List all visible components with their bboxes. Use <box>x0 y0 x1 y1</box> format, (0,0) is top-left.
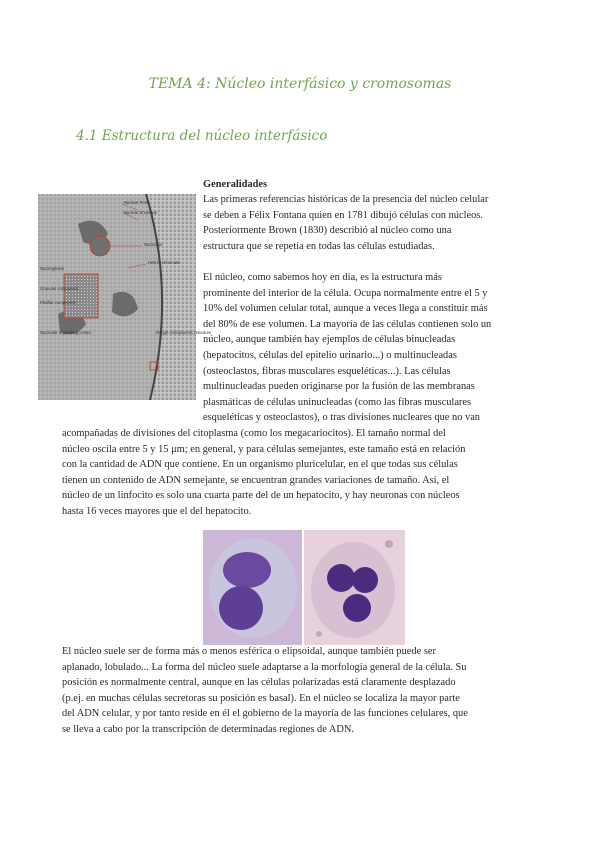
text-line: Posteriormente Brown (1830) describió al núcleo como una <box>203 225 452 237</box>
text-line: El núcleo, como sabemos hoy en día, es la estructura más <box>203 272 442 283</box>
label-nucleoplasm: Nucleoplasm <box>40 266 65 271</box>
text-line: aplanado, lobulado... La forma del núcleo suele adaptarse a la morfología general de la célula. Su <box>62 661 467 673</box>
label-nucleolar-organizer: Nucleolar organizing center <box>40 330 91 335</box>
paragraph-1 <box>203 192 529 254</box>
label-nuclear-pore: Nuclear Pore <box>124 200 149 205</box>
label-rough-er: Rough endoplasmic reticulum <box>156 330 212 335</box>
text-line: (osteoclastos, fibras musculares esqueléticas...). Las células <box>203 365 451 377</box>
text-line: núcleo oscila entre 5 y 15 μm; en general, y para células semejantes, este tamaño está en relación <box>62 443 466 455</box>
text-line: con la cantidad de ADN que contiene. En un organismo pluricelular, en el que todas sus células <box>62 459 458 471</box>
text-line: del 80% de ese volumen. La mayoría de las células contienen solo un <box>203 318 492 330</box>
section-heading: 4.1 Estructura del núcleo interfásico <box>76 128 328 144</box>
nucleus-right-1 <box>327 564 355 592</box>
text-line: prominente del interior de la célula. Ocupa normalmente entre el 5 y <box>203 287 488 299</box>
text-line: estructura que se repetía en todas las células estudiadas. <box>203 240 435 252</box>
paragraph-2-full <box>62 426 530 520</box>
label-fibrillar: Fibrillar component <box>40 300 76 305</box>
nucleus-right-2 <box>352 567 378 593</box>
label-granular: Granular component <box>40 286 79 291</box>
nucleus-left-bottom <box>219 586 263 630</box>
text-line: multinucleadas pueden originarse por la fusión de las membranas <box>203 381 475 393</box>
text-line: (hepatocitos, células del epitelio urinario...) o multinucleadas <box>203 349 457 361</box>
paragraph-3 <box>62 644 530 738</box>
text-line: posición es normalmente central, aunque en las células polarizadas está claramente desplazado <box>62 677 456 689</box>
text-line: se deben a Félix Fontana quien en 1781 dibujó células con núcleos. <box>203 209 483 221</box>
nucleus-micrograph-figure <box>38 194 212 400</box>
text-line: 10% del volumen celular total, aunque a veces llega a constituir más <box>203 303 488 315</box>
label-nucleolus: Nucleolus <box>144 242 163 247</box>
binucleated-cells-figure <box>203 530 405 645</box>
text-line: se lleva a cabo por la transcripción de determinadas regiones de ADN. <box>62 723 354 735</box>
label-heterochromatin: Hetero-chromatin <box>148 260 181 265</box>
nucleus-right-3 <box>343 594 371 622</box>
label-nuclear-envelope: Nuclear Envelope <box>124 210 158 215</box>
nucleolus-mark <box>90 236 110 256</box>
text-line: tienen un contenido de ADN semejante, se encuentran grandes variaciones de tamaño. Así, el <box>62 474 450 486</box>
page-title: TEMA 4: Núcleo interfásico y cromosomas <box>148 76 452 92</box>
subheading: Generalidades <box>203 179 268 190</box>
text-line: núcleo de un linfocito es solo una cuarta parte del de un hepatocito, y hay neuronas con núcleos <box>62 490 460 502</box>
paragraph-2-right <box>203 270 529 426</box>
text-line: Las primeras referencias históricas de la presencia del núcleo celular <box>203 194 489 205</box>
text-line: (p.ej. en muchas células secretoras su posición es basal). En el núcleo se localiza la mayor parte <box>62 692 460 704</box>
text-line: El núcleo suele ser de forma más o menos esférica o elipsoidal, aunque también puede ser <box>62 646 436 657</box>
text-line: esqueléticas y osteoclastos), o tras divisiones nucleares que no van <box>203 412 481 424</box>
text-line: del ADN celular, y por tanto reside en él el gobierno de la mayoría de las funciones celulares, que <box>62 708 468 720</box>
nucleolus-zoom-box <box>64 274 98 318</box>
nucleus-left-top <box>223 552 271 588</box>
text-line: núcleo, aunque también hay ejemplos de células binucleadas <box>203 334 456 346</box>
text-line: acompañadas de divisiones del citoplasma (como los megacariocitos). El tamaño normal del <box>62 428 446 439</box>
text-line: hasta 16 veces mayores que el del hepatocito. <box>62 505 252 517</box>
text-line: plasmáticas de células uninucleadas (como las fibras musculares <box>203 396 472 408</box>
